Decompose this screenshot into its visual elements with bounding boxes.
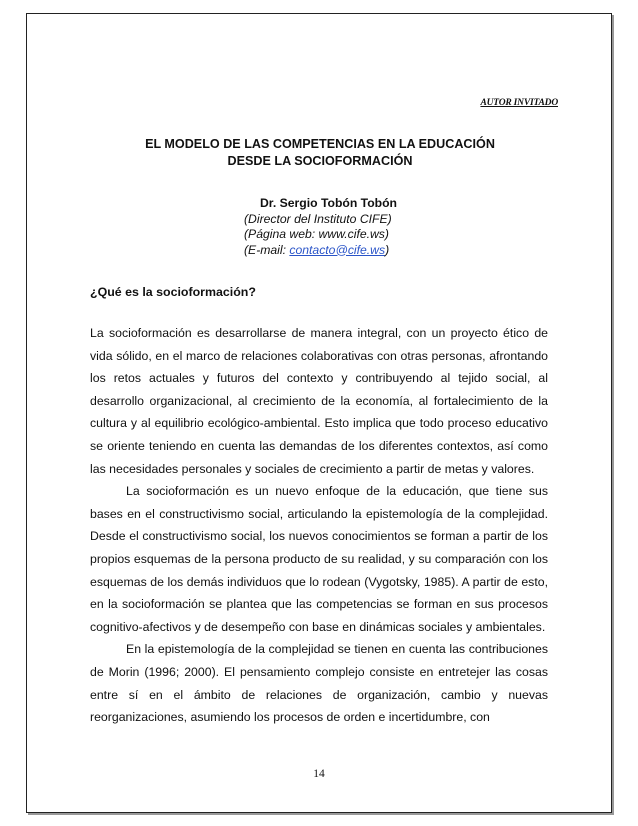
article-title-line-1: EL MODELO DE LAS COMPETENCIAS EN LA EDUCACIÓN [145, 137, 495, 151]
paragraph-3: En la epistemología de la complejidad se tienen en cuenta las contribuciones de Morin (1996; 2000). El pensamiento complejo consiste en entretejer las cosas entre sí en el ámbito de relaciones de organización, cambio y nuevas reorganizaciones, asumiendo los procesos de orden e incertidumbre, con [90, 642, 548, 725]
author-email-prefix: (E-mail: [244, 242, 290, 257]
author-role: (Director del Instituto CIFE) [244, 211, 392, 226]
body-text [90, 322, 548, 729]
section-heading: ¿Qué es la socioformación? [90, 285, 256, 299]
paragraph-2: La socioformación es un nuevo enfoque de la educación, que tiene sus bases en el constructivismo social, articulando la epistemología de la complejidad. Desde el constructivismo social, los nuevos conocimientos se forman a partir de los propios esquemas de la persona producto de su realidad, y su comparación con los esquemas de los demás individuos que lo rodean (Vygotsky, 1985). A partir de esto, en la socioformación se plantea que las competencias se forman en sus procesos cognitivo-afectivos y de desempeño con base en dinámicas sociales y ambientales. [90, 484, 548, 634]
article-title-line-2: DESDE LA SOCIOFORMACIÓN [227, 154, 413, 168]
page-number: 14 [313, 768, 325, 780]
author-email-line [244, 243, 444, 259]
author-email-link[interactable]: contacto@cife.ws [289, 242, 386, 257]
author-web: (Página web: www.cife.ws) [244, 227, 389, 241]
paragraph-1: La socioformación es desarrollarse de manera integral, con un proyecto ético de vida sólido, en el marco de relaciones colaborativas con otras personas, afrontando los retos actuales y futuros del contexto y contribuyendo al tejido social, al desarrollo organizacional, al crecimiento de la economía, al fortalecimiento de la cultura y al equilibrio ecológico-ambiental. Esto implica que todo proceso educativo se oriente teniendo en cuenta las demandas de los diferentes contextos, así como las necesidades personales y sociales de crecimiento a partir de metas y valores. [90, 326, 548, 476]
author-name: Dr. Sergio Tobón Tobón [260, 196, 397, 210]
article-title [90, 136, 550, 170]
section-tag: AUTOR INVITADO [480, 98, 558, 108]
author-block [244, 196, 444, 258]
author-email-suffix: ) [385, 242, 390, 257]
